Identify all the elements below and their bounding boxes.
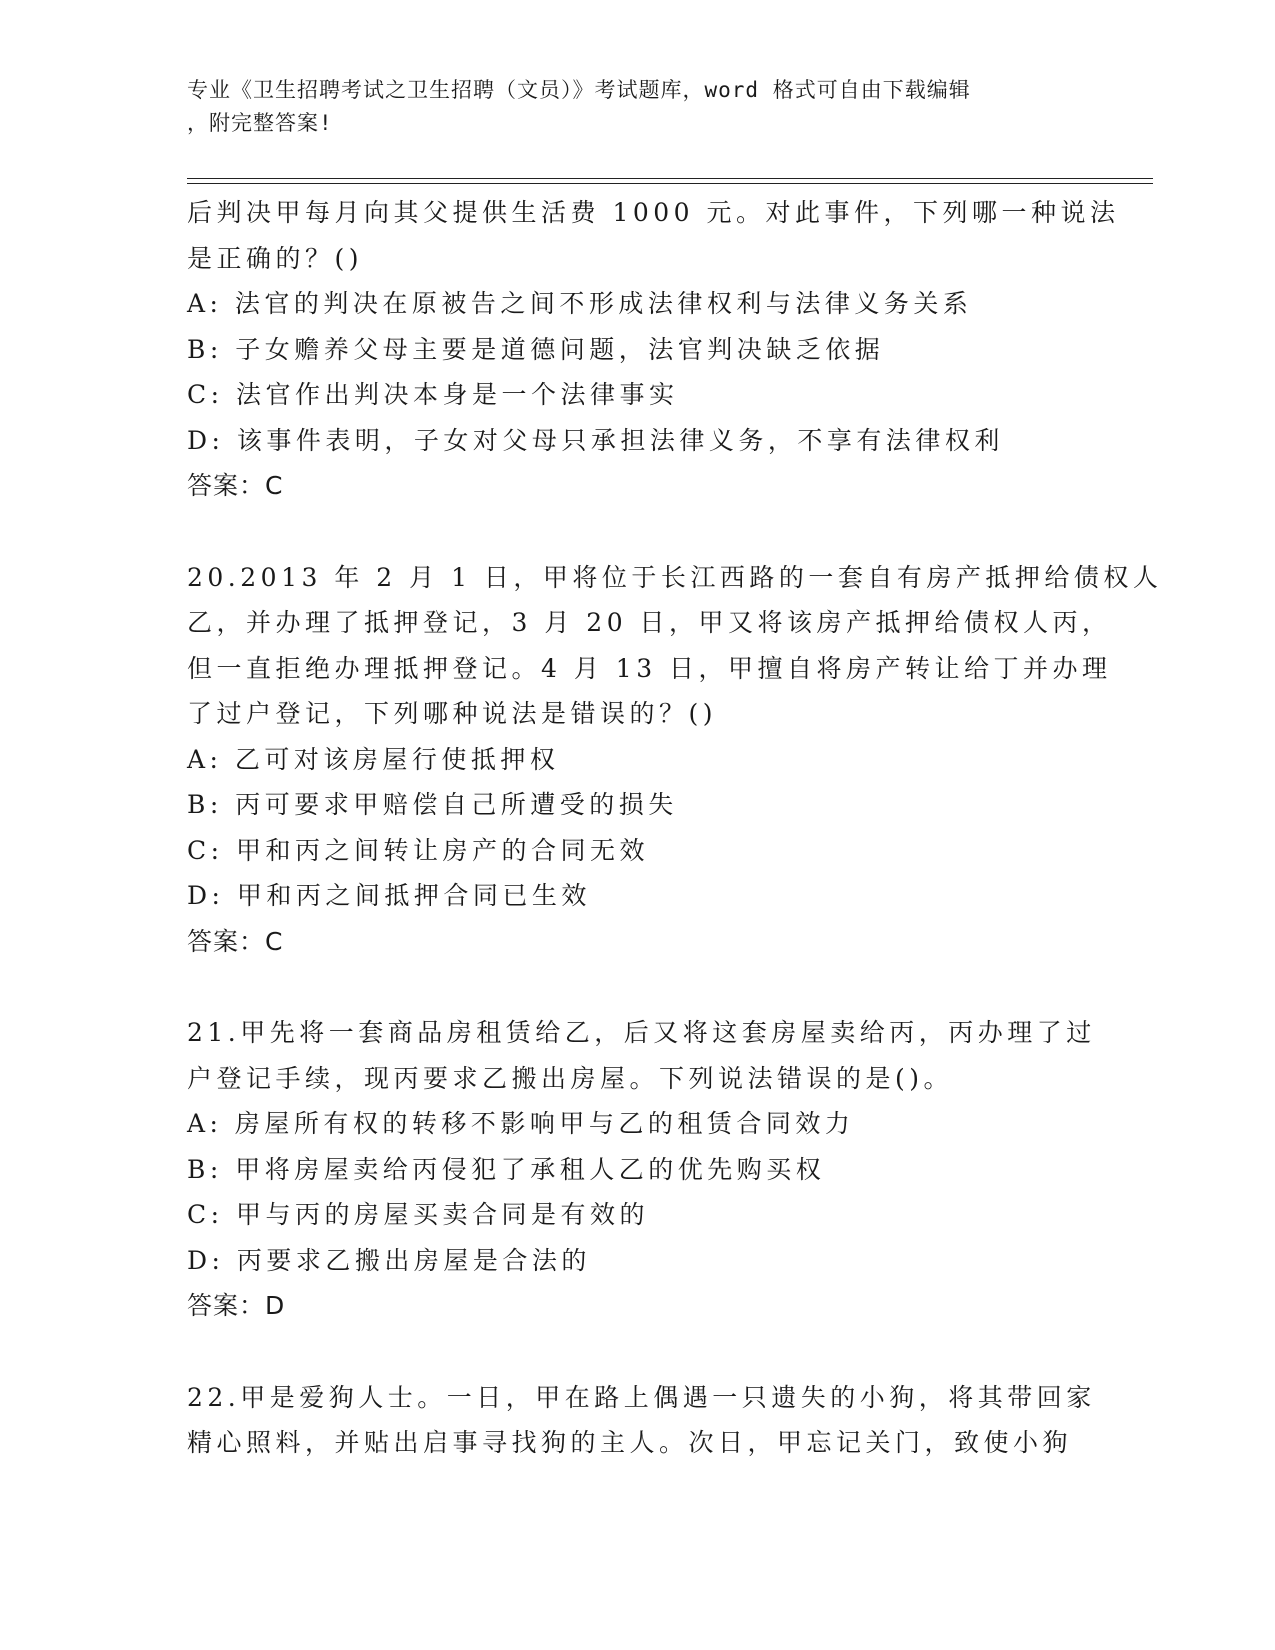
question-spacer xyxy=(187,1329,1087,1375)
question-spacer xyxy=(187,964,1087,1010)
question-list xyxy=(187,190,1163,1466)
question-20 xyxy=(187,555,1163,965)
question-stem-line: 是正确的？() xyxy=(187,243,364,273)
question-21 xyxy=(187,1010,1096,1329)
header-divider-bottom xyxy=(187,183,1153,184)
question-stem-line: 户登记手续，现丙要求乙搬出房屋。下列说法错误的是()。 xyxy=(187,1063,954,1093)
option-b: B: 丙可要求甲赔偿自己所遭受的损失 xyxy=(187,790,678,819)
question-stem-line: 后判决甲每月向其父提供生活费 1000 元。对此事件，下列哪一种说法 xyxy=(187,198,1120,227)
question-stem-line: 精心照料，并贴出启事寻找狗的主人。次日，甲忘记关门，致使小狗 xyxy=(187,1428,1073,1457)
question-stem-line: 22.甲是爱狗人士。一日，甲在路上偶遇一只遗失的小狗，将其带回家 xyxy=(187,1382,1096,1412)
header-line-2: ，附完整答案! xyxy=(187,111,333,135)
question-stem-line: 但一直拒绝办理抵押登记。4 月 13 日，甲擅自将房产转让给丁并办理 xyxy=(187,653,1112,683)
option-c: C: 甲和丙之间转让房产的合同无效 xyxy=(187,835,649,865)
question-spacer xyxy=(187,509,1087,555)
option-d: D: 甲和丙之间抵押合同已生效 xyxy=(187,881,591,910)
option-d: D: 该事件表明，子女对父母只承担法律义务，不享有法律权利 xyxy=(187,425,1004,455)
answer-line: 答案：C xyxy=(187,926,284,956)
answer-line: 答案：D xyxy=(187,1291,286,1320)
question-stem-line: 了过户登记，下列哪种说法是错误的？() xyxy=(187,699,718,728)
question-stem-line: 21.甲先将一套商品房租赁给乙，后又将这套房屋卖给丙，丙办理了过 xyxy=(187,1018,1096,1047)
document-header xyxy=(187,74,1067,140)
option-c: C: 甲与丙的房屋买卖合同是有效的 xyxy=(187,1200,649,1229)
header-line-1: 专业《卫生招聘考试之卫生招聘（文员）》考试题库，word 格式可自由下载编辑 xyxy=(187,78,971,102)
header-divider-top xyxy=(187,178,1153,179)
option-b: B: 子女赡养父母主要是道德问题，法官判决缺乏依据 xyxy=(187,334,885,364)
option-c: C: 法官作出判决本身是一个法律事实 xyxy=(187,380,679,409)
question-19 xyxy=(187,190,1120,509)
question-stem-line: 20.2013 年 2 月 1 日，甲将位于长江西路的一套自有房产抵押给债权人 xyxy=(187,562,1163,592)
option-a: A: 房屋所有权的转移不影响甲与乙的租赁合同效力 xyxy=(187,1109,855,1138)
question-22 xyxy=(187,1375,1096,1466)
question-stem-line: 乙，并办理了抵押登记，3 月 20 日，甲又将该房产抵押给债权人丙， xyxy=(187,608,1112,637)
option-d: D: 丙要求乙搬出房屋是合法的 xyxy=(187,1245,591,1275)
option-b: B: 甲将房屋卖给丙侵犯了承租人乙的优先购买权 xyxy=(187,1154,826,1184)
option-a: A: 法官的判决在原被告之间不形成法律权利与法律义务关系 xyxy=(187,289,973,318)
option-a: A: 乙可对该房屋行使抵押权 xyxy=(187,744,560,774)
answer-line: 答案：C xyxy=(187,471,284,500)
